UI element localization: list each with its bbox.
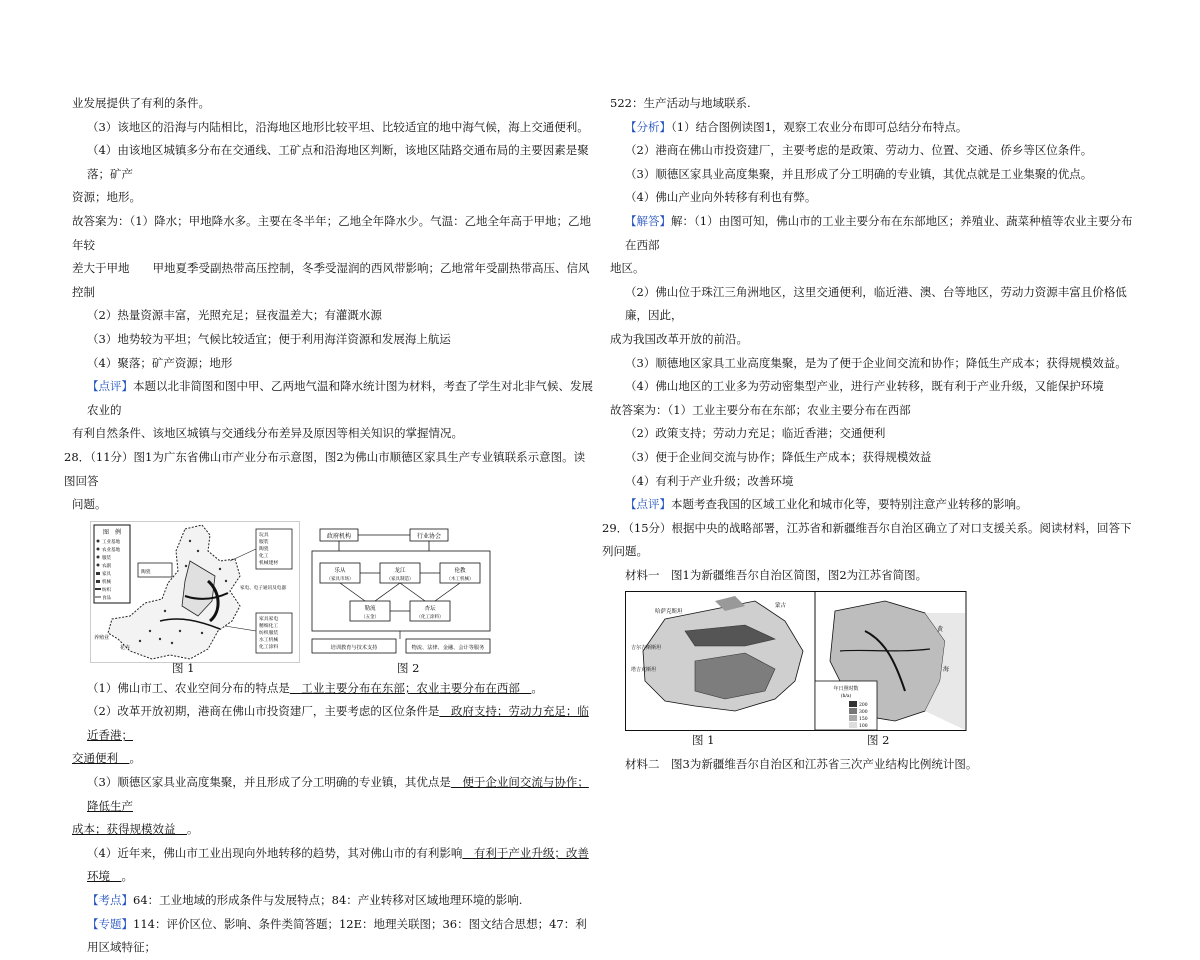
svg-text:杏坛: 杏坛 (424, 605, 436, 612)
text-line: （4）佛山产业向外转移有利也有弊。 (625, 190, 817, 205)
left-column (64, 92, 594, 960)
answer-1: 工业主要分布在东部；农业主要分布在西部 (289, 680, 532, 695)
svg-text:玩具: 玩具 (259, 532, 269, 538)
text-line: （4）聚落；矿产资源；地形 (87, 355, 233, 370)
svg-text:乐从: 乐从 (334, 567, 346, 574)
text-line: 业发展提供了有利的条件。 (72, 96, 210, 110)
text-line: （4）佛山地区的工业多为劳动密集型产业，进行产业转移，既有利于产业升级，又能保护环境 (625, 379, 1104, 394)
svg-text:政府机构: 政府机构 (326, 532, 352, 540)
svg-text:农副: 农副 (102, 563, 111, 569)
text-line: （3）顺德区家具业高度集聚，并且形成了分工明确的专业镇，其优点就是工业集聚的优点。 (625, 166, 1093, 181)
answer-2-line-2: 交通便利 。 (72, 751, 141, 766)
svg-text:农业基地: 农业基地 (102, 547, 120, 553)
svg-text:（家具市场）: （家具市场） (326, 576, 354, 582)
svg-text:服装: 服装 (102, 555, 111, 561)
map-figure-row (610, 587, 1142, 753)
svg-text:工业基地: 工业基地 (102, 539, 120, 545)
svg-text:陶瓷: 陶瓷 (259, 546, 269, 552)
text-line: 522：生产活动与地域联系. (610, 96, 751, 110)
text-line: 故答案为：（1）降水；甲地降水多。主要在冬半年；乙地全年降水少。气温：乙地全年高于甲地；乙地年较 (72, 213, 592, 252)
text-line: （3）顺德地区家具工业高度集聚，是为了便于企业间交流和协作；降低生产成本；获得规模效益。 (625, 355, 1127, 370)
analysis-tag: 【分析】 (625, 119, 671, 134)
svg-text:家具家电: 家具家电 (259, 616, 279, 622)
svg-text:蒙古: 蒙古 (775, 603, 787, 610)
svg-text:陶瓷: 陶瓷 (141, 569, 151, 575)
text-line: 差大于甲地 甲地夏季受副热带高压控制，冬季受湿润的西风带影响；乙地常年受副热带高压、信风控制 (72, 261, 590, 299)
svg-text:纺织: 纺织 (102, 587, 111, 593)
figure-1-caption: 图 1 (172, 660, 195, 675)
svg-text:花卉: 花卉 (120, 644, 131, 651)
text-line: （2）政策支持；劳动力充足；临近香港；交通便利 (625, 426, 886, 441)
svg-text:精细化工: 精细化工 (259, 623, 279, 629)
figure-2-caption: 图 2 (397, 660, 420, 675)
svg-text:吉尔吉斯斯坦: 吉尔吉斯斯坦 (631, 645, 662, 652)
text-line: （2）热量资源丰富，光照充足；昼夜温差大；有灌溉水源 (87, 308, 382, 323)
svg-text:纺织服装: 纺织服装 (259, 630, 279, 636)
svg-text:（五金）: （五金） (361, 614, 379, 620)
svg-text:培训教育与技术支持: 培训教育与技术支持 (330, 644, 378, 651)
comment-line: 【点评】本题考查我国的区域工业化和城市化等，要特别注意产业转移的影响。 (625, 497, 1028, 512)
text-line: （4）由该地区城镇多分布在交通线、工矿点和沿海地区判断，该地区陆路交通布局的主要因素是聚落；矿产 (87, 143, 589, 181)
answer-3: 便于企业间交流与协作；降低生产 (87, 775, 589, 813)
figure-2-caption: 图 2 (867, 733, 890, 748)
svg-text:300: 300 (859, 710, 868, 716)
svg-text:（木工机械）: （木工机械） (446, 576, 474, 582)
answer-2: 政府支持；劳动力充足；临近香港； (87, 704, 589, 742)
svg-text:养殖业: 养殖业 (94, 634, 110, 641)
text-line: 地区。 (610, 261, 645, 276)
text-line: 故答案为：（1）工业主要分布在东部；农业主要分布在西部 (610, 402, 911, 417)
legend-title: 图 例 (102, 528, 122, 536)
svg-text:机械: 机械 (102, 579, 111, 585)
svg-text:哈萨克斯坦: 哈萨克斯坦 (655, 609, 683, 616)
text-line: （3）该地区的沿海与内陆相比，沿海地区地形比较平坦、比较适宜的地中海气候，海上交通便利。 (87, 119, 589, 134)
svg-text:100: 100 (859, 724, 868, 730)
figure-1-caption: 图 1 (692, 733, 715, 748)
svg-text:家电、电子通讯及电器: 家电、电子通讯及电器 (240, 585, 286, 591)
svg-text:食品: 食品 (102, 595, 111, 601)
svg-text:勒流: 勒流 (364, 605, 376, 612)
kaodian-line: 【考点】64：工业地域的形成条件与发展特点；84：产业转移对区域地理环境的影响. (87, 893, 523, 908)
svg-text:（化工涂料）: （化工涂料） (416, 614, 444, 620)
comment-tag: 【点评】 (625, 497, 671, 512)
svg-text:化工涂料: 化工涂料 (259, 644, 279, 650)
right-column (602, 92, 1142, 777)
answer-1-line: （1）佛山市工、农业空间分布的特点是 工业主要分布在东部；农业主要分布在西部 。 (87, 680, 543, 695)
comment-tag: 【点评】 (87, 379, 133, 394)
svg-text:水工机械: 水工机械 (259, 637, 279, 643)
svg-text:塔吉克斯坦: 塔吉克斯坦 (631, 667, 657, 674)
text-line: 成为我国改革开放的前沿。 (610, 331, 748, 346)
svg-text:200: 200 (859, 703, 868, 709)
zhuanti-tag: 【专题】 (87, 916, 133, 931)
svg-text:物流、法律、金融、会计等服务: 物流、法律、金融、会计等服务 (411, 644, 485, 651)
zhuanti-line: 【专题】114：评价区位、影响、条件类简答题；12E：地理关联图；36：图文结合思想；47：利用区域特征； (87, 916, 587, 955)
question-28-line-2: 问题。 (72, 497, 107, 512)
analysis-line: 【分析】（1）结合图例读图1，观察工农业分布即可总结分布特点。 (625, 119, 968, 134)
svg-text:行业协会: 行业协会 (416, 532, 442, 540)
svg-text:（家具制造）: （家具制造） (386, 576, 414, 582)
figure-row (72, 517, 594, 677)
answer-2-line: （2）改革开放初期，港商在佛山市投资建厂，主要考虑的区位条件是 政府支持；劳动力充足；临近香港； (87, 704, 589, 742)
answer-3-line: （3）顺德区家具业高度集聚，并且形成了分工明确的专业镇，其优点是 便于企业间交流与协作；降低生产 (87, 775, 589, 813)
foshan-industry-map (90, 521, 300, 663)
question-28-line: 28．（11分）图1为广东省佛山市产业分布示意图，图2为佛山市顺德区家具生产专业镇联系示意图。读图回答 (64, 449, 586, 488)
svg-text:海: 海 (943, 666, 950, 674)
material-2-line: 材料二 图3为新疆维吾尔自治区和江苏省三次产业结构比例统计图。 (625, 757, 978, 772)
svg-text:年日照时数: 年日照时数 (833, 686, 859, 693)
comment-line-2: 有利自然条件、该地区城镇与交通线分布差异及原因等相关知识的掌握情况。 (72, 426, 463, 441)
svg-text:黄: 黄 (937, 626, 944, 634)
kaodian-tag: 【考点】 (87, 893, 133, 908)
question-29-line: 29．（15分）根据中央的战略部署，江苏省和新疆维吾尔自治区确立了对口支援关系。阅读材料，回答下列问题。 (602, 520, 1132, 559)
svg-text:机械建材: 机械建材 (259, 560, 279, 566)
svg-text:龙江: 龙江 (394, 567, 406, 574)
solution-tag: 【解答】 (625, 213, 671, 228)
shunde-furniture-diagram (310, 521, 492, 661)
question-number: 29． (602, 520, 629, 535)
question-number: 28． (64, 449, 91, 464)
text-line: （2）港商在佛山市投资建厂，主要考虑的是政策、劳动力、位置、交通、侨乡等区位条件。 (625, 143, 1093, 158)
material-1-line: 材料一 图1为新疆维吾尔自治区简图，图2为江苏省简图。 (625, 567, 928, 582)
solution-line: 【解答】解：（1）由图可知，佛山市的工业主要分布在东部地区；养殖业、蔬菜种植等农业主要分布在西部 (625, 213, 1133, 252)
text-line: 资源；地形。 (72, 190, 141, 205)
text-line: （3）便于企业间交流与协作；降低生产成本；获得规模效益 (625, 449, 932, 464)
answer-3-line-2: 成本；获得规模效益 。 (72, 822, 199, 837)
text-line: （4）有利于产业升级；改善环境 (625, 473, 794, 488)
svg-text:服装: 服装 (259, 539, 269, 545)
svg-text:家具: 家具 (102, 571, 111, 577)
text-line: （2）佛山位于珠江三角洲地区，这里交通便利，临近港、澳、台等地区，劳动力资源丰富且价格低廉，因此， (625, 284, 1127, 323)
text-line: （3）地势较为平坦；气候比较适宜；便于利用海洋资源和发展海上航运 (87, 331, 451, 346)
answer-4: 有利于产业升级；改善环境 (87, 845, 589, 884)
svg-text:化工: 化工 (259, 553, 269, 559)
xinjiang-jiangsu-maps (625, 591, 967, 731)
comment-line: 【点评】本题以北非简图和图中甲、乙两地气温和降水统计图为材料，考查了学生对北非气候、发展农业的 (87, 379, 593, 417)
svg-text:伦教: 伦教 (454, 567, 466, 574)
answer-4-line: （4）近年来，佛山市工业出现向外地转移的趋势，其对佛山市的有利影响 有利于产业升级；改善环境 。 (87, 845, 589, 884)
svg-text:(h/a): (h/a) (840, 694, 852, 700)
svg-text:150: 150 (859, 717, 868, 723)
